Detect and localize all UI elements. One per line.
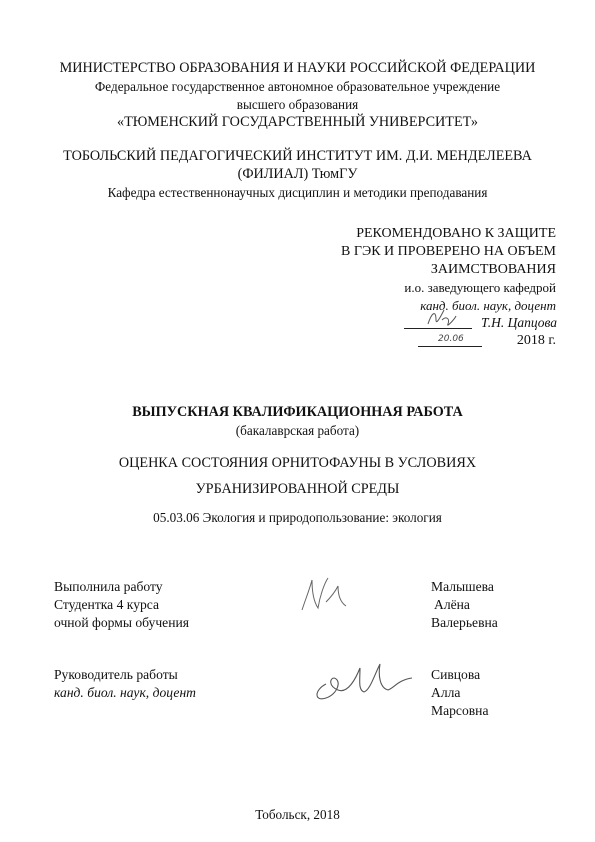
author-label-1: Выполнила работу — [54, 579, 163, 594]
ministry-heading: МИНИСТЕРСТВО ОБРАЗОВАНИЯ И НАУКИ РОССИЙСКОЙ ФЕДЕРАЦИИ — [59, 60, 536, 76]
head-degree: канд. биол. наук, доцент — [420, 298, 556, 313]
work-type: ВЫПУСКНАЯ КВАЛИФИКАЦИОННАЯ РАБОТА — [132, 404, 463, 420]
supervisor-degree: канд. биол. наук, доцент — [54, 685, 197, 700]
approval-line-3: ЗАИМСТВОВАНИЯ — [430, 262, 556, 277]
author-label-2: Студентка 4 курса — [54, 597, 160, 612]
department-name: Кафедра естественнонаучных дисциплин и методики преподавания — [107, 185, 488, 200]
head-signature — [424, 306, 458, 330]
author-signature — [296, 572, 356, 616]
author-surname: Малышева — [431, 579, 494, 594]
higher-education-line: высшего образования — [236, 97, 359, 112]
supervisor-signature — [308, 650, 420, 706]
institute-name: ТОБОЛЬСКИЙ ПЕДАГОГИЧЕСКИЙ ИНСТИТУТ ИМ. Д.И. МЕНДЕЛЕЕВА — [63, 148, 532, 164]
supervisor-first-name: Алла — [431, 685, 461, 700]
date-line — [418, 346, 482, 347]
head-name: Т.Н. Цапцова — [481, 315, 557, 330]
federal-institution-line: Федеральное государственное автономное образовательное учреждение — [94, 79, 501, 94]
author-patronymic: Валерьевна — [431, 615, 498, 630]
author-first-name: Алёна — [434, 597, 470, 612]
work-subtype: (бакалаврская работа) — [235, 423, 360, 438]
supervisor-surname: Сивцова — [431, 667, 481, 682]
city-year: Тобольск, 2018 — [255, 807, 340, 822]
specialty: 05.03.06 Экология и природопользование: экология — [153, 510, 442, 525]
author-label-3: очной формы обучения — [54, 615, 190, 630]
supervisor-patronymic: Марсовна — [431, 703, 489, 718]
head-position: и.о. заведующего кафедрой — [404, 280, 556, 295]
university-name: «ТЮМЕНСКИЙ ГОСУДАРСТВЕННЫЙ УНИВЕРСИТЕТ» — [116, 114, 479, 130]
supervisor-label-1: Руководитель работы — [54, 667, 178, 682]
topic-line-2: УРБАНИЗИРОВАННОЙ СРЕДЫ — [195, 481, 400, 497]
institute-branch: (ФИЛИАЛ) ТюмГУ — [237, 166, 358, 182]
approval-year: 2018 г. — [516, 333, 556, 348]
approval-line-2: В ГЭК И ПРОВЕРЕНО НА ОБЪЕМ — [341, 244, 556, 259]
handwritten-date: 20.06 — [438, 334, 464, 344]
approval-line-1: РЕКОМЕНДОВАНО К ЗАЩИТЕ — [356, 226, 556, 241]
topic-line-1: ОЦЕНКА СОСТОЯНИЯ ОРНИТОФАУНЫ В УСЛОВИЯХ — [118, 455, 477, 471]
